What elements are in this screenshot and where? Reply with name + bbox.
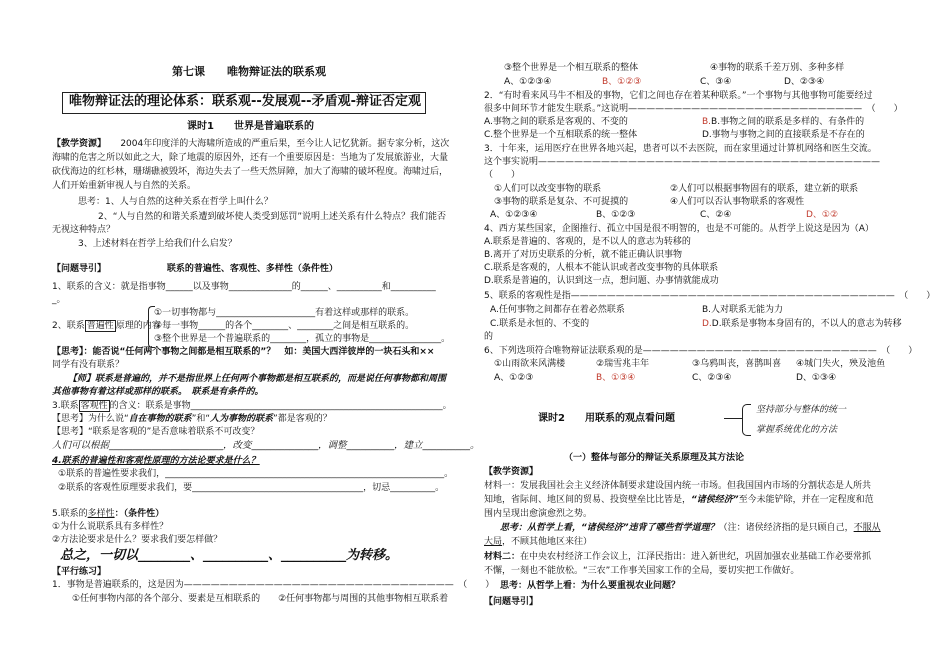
answer-option: C.联系是永恒的、不变的 [490,319,590,329]
handwritten-note: 掌握系统优化的方法 [756,425,838,435]
teaching-resource-para: 【教学资源】 2004年印度洋的大海啸所造成的严重后果，至今让人记忆犹新。据专家分析，这次 [52,139,450,149]
answer-option: D、②③④ [784,77,825,87]
question: 5、联系的客观性是指———————————————————————————————————— （ ） [484,291,936,301]
think-1: 大局，不顾其他地区来往） [484,537,593,547]
question-2: 2、联系 普遍性 原理的内容 [52,321,161,331]
guide-heading: 【问题导引】 [484,597,539,607]
lesson-title: 第七课 唯物辩证法的联系观 [172,65,326,78]
para-line: 砍伐海边的红杉林，珊瑚礁被毁坏，海边失去了一些天然屏障，加大了海啸的破坏程度。海啸过后， [52,167,449,177]
think-block: 同学有没有联系？ [52,360,125,370]
section-2-title: 课时2 用联系的观点看问题 [538,413,675,424]
option: ④事物的联系千差万别、多种多样 [710,63,845,73]
think-a: 【思考】为什么说“自在事物的联系”和“人为事物的联系”都是客观的？ [52,414,332,424]
answer-option: B、①②③ [596,210,636,220]
answer-option: D、①③④ [796,373,837,383]
material-1: 知地，省际间、地区间的贸易、投资壁垒比比皆是，“诸侯经济”至今未能铲除，并在一定程度和范 [484,495,874,505]
question-5: ②方法论要求是什么？要求我们要怎样做？ [52,535,223,545]
answer-option: B.离开了对历史联系的分析，就不能正确认识事物 [484,250,683,260]
exercise-1: 1．事物是普遍联系的，这是因为—————————————————————————————— （ ） [52,580,495,590]
question-4: 4.联系的普遍性和客观性原理的方法论要求是什么？ [52,456,260,466]
brace-connector [724,418,742,419]
summary-line: 总之，一切以________、__________、__________为转移。 [60,548,399,563]
answer-option: A.事物之间的联系是客观的、不变的 [484,117,628,127]
material-2: 不懈，一刻也不能放松。“三农”工作事关国家工作的全局，要切实把工作做好。 [484,566,800,576]
answer-option: B.人对联系无能为力 [702,305,784,315]
subsection-title: （一）整体与部分的辩证关系原理及其方法论 [564,453,745,463]
answer-option: B、①②③ [602,77,642,87]
question-4: ②联系的客观性原理要求我们，要______________________________________，切忌__________。 [58,483,445,493]
resource-heading: 【教学资源】 [484,467,539,477]
handwritten-note: 坚持部分与整体的统一 [756,405,847,415]
option: ③事物的联系是复杂、不可捉摸的 [494,197,629,207]
option: ④人们可以否认事物联系的客观性 [670,197,805,207]
think-block: 【思考】：能否说“任何两个事物之间都是相互联系的”？ 如：美国大西洋彼岸的一块石头和×× [52,347,435,357]
answer-option: D.联系是普遍的，认识到这一点，想问题、办事情就能成功 [484,276,719,286]
answer-option: C、②③④ [692,373,732,383]
option: ④城门失火，殃及池鱼 [796,359,886,369]
question: 这个事实说明—————————————————————————————————————— [484,157,881,167]
practice-heading: 【平行练习】 [52,567,107,577]
answer-option: A、①②③④ [504,77,552,87]
guide-heading: 【问题导引】 联系的普遍性、客观性、多样性（条件性） [52,264,338,274]
para-line: 海啸的危害之所以如此之大，除了地震的原因外，还有一个重要原因是：当地为了发展旅游业，大量 [52,153,449,163]
think-question: 无视这种特点？ [52,225,116,235]
answer-option: C.整个世界是一个互相联系的统一整体 [484,130,638,140]
think-b: 【思考】“联系是客观的”是否意味着联系不可改变？ [52,427,260,437]
exercise-1: ①任何事物内部的各个部分、要素是互相联系的 ②任何事物都与周围的其他事物相互联系着 [72,594,449,604]
question-5: 5.联系的多样性：（条件性） [52,509,165,519]
answer-option: C、③④ [700,77,732,87]
answer-option: 的 [484,332,494,342]
material-1: 材料一：发展我国社会主义经济体制要求建设国内统一市场。但我国国内市场的分割状态是人所共 [484,481,872,491]
teacher-note: 【师】联系是普遍的，并不是指世界上任何两个事物都是相互联系的，而是说任何事物都和周围 [68,374,447,384]
option: ②瑞雪兆丰年 [596,359,650,369]
answer-option: A.任何事物之间都存在着必然联系 [490,305,625,315]
question: 3．十年来，运用医疗在世界各地兴起，患者可以不去医院，而在家里通过计算机网络和医生交流。 [484,144,877,154]
think-question: 2、“人与自然的和谐关系遭到破坏使人类受到惩罚”说明上述关系有什么特点？我们能否 [98,212,447,222]
think-question: 思考：1、人与自然的这种关系在哲学上叫什么？ [78,197,273,207]
answer-option: C.联系是客观的，人根本不能认识或者改变事物的具体联系 [484,263,719,273]
answer-option: A、①②③④ [490,210,538,220]
think-question: 3、上述材料在哲学上给我们什么启发？ [78,239,237,249]
section-title: 课时1 世界是普遍联系的 [187,121,314,132]
material-1: 围内呈现出愈演愈烈之势。 [484,509,593,519]
theory-box: 唯物辩证法的理论体系：联系观--发展观--矛盾观-辩证否定观 [62,92,426,114]
material-2: 材料二：在中央农村经济工作会议上，江泽民指出：进入新世纪，巩固加强农业基础工作必要常抓 [484,552,872,562]
teacher-note: 其他事物有着这样或那样的联系。 联系是有条件的。 [52,387,264,397]
option: ①人们可以改变事物的联系 [494,184,602,194]
think-1: 思考：从哲学上看，“诸侯经济”违背了哪些哲学道理？（注：诸侯经济指的是只顾自己，不服从 [500,523,881,533]
answer-option: D、①② [806,210,839,220]
question-1: 1、联系的含义：就是指事物______以及事物______________的______、__________和__________ [52,282,436,292]
people-line: 人们可以根据________________________，改变______________，调整__________，建立__________。 [52,440,480,451]
para-line: 人们开始重新审视人与自然的关系。 [52,181,197,191]
answer-option: D.D.联系是事物本身固有的，不以人的意志为转移 [702,319,902,329]
question-1: _。 [52,295,66,305]
brace [742,404,751,436]
option: ③乌鸦叫丧，喜鹊叫喜 [692,359,782,369]
answer-option: A.联系是普遍的、客观的，是不以人的意志为转移的 [484,237,691,247]
question: （ ） [484,170,521,180]
think-2: 思考：从哲学上看：为什么要重视农业问题？ [500,581,681,591]
brace-item: ①一切事物都与______________________有着这样或那样的联系。 [154,308,415,318]
option: ②人们可以根据事物固有的联系，建立新的联系 [670,184,859,194]
answer-option: D.事物与事物之间的直接联系是不存在的 [702,130,865,140]
answer-option: B.B.事物之间的联系是多样的、有条件的 [702,117,865,127]
option: ①山雨欲来风满楼 [494,359,566,369]
answer-option: B、①③④ [596,373,636,383]
option: ③整个世界是一个相互联系的整体 [504,63,639,73]
answer-option: A、①②③ [494,373,534,383]
question: 6、下列选项符合唯物辩证法联系观的是—————————————————————————— （ ） [484,346,918,356]
question: 2．“有时看来风马牛不相及的事物，它们之间也存在着某种联系。”一个事物与其他事物可能要经过 [484,91,873,101]
question-4: ①联系的普遍性要求我们，______________________________________________________________。 [58,469,454,479]
question: 4、西方某些国家，企图推行、孤立中国是很不明智的，也是不可能的。从哲学上说这是因为（A） [484,224,874,234]
question-3: 3.联系 客观性 的含义：联系是事物________________________________________________________。 [52,401,452,411]
brace-item: ②每一事物______的各个________、________之间是相互联系的。 [154,321,415,331]
brace-item: ③整个世界是一个普遍联系的________，孤立的事物是________________。 [154,334,451,344]
question-5: ①为什么说联系具有多样性？ [52,522,169,532]
question: 很多中间环节才能发生联系。”这说明—————————————————————————— （ ） [484,104,903,114]
answer-option: C、②④ [700,210,732,220]
